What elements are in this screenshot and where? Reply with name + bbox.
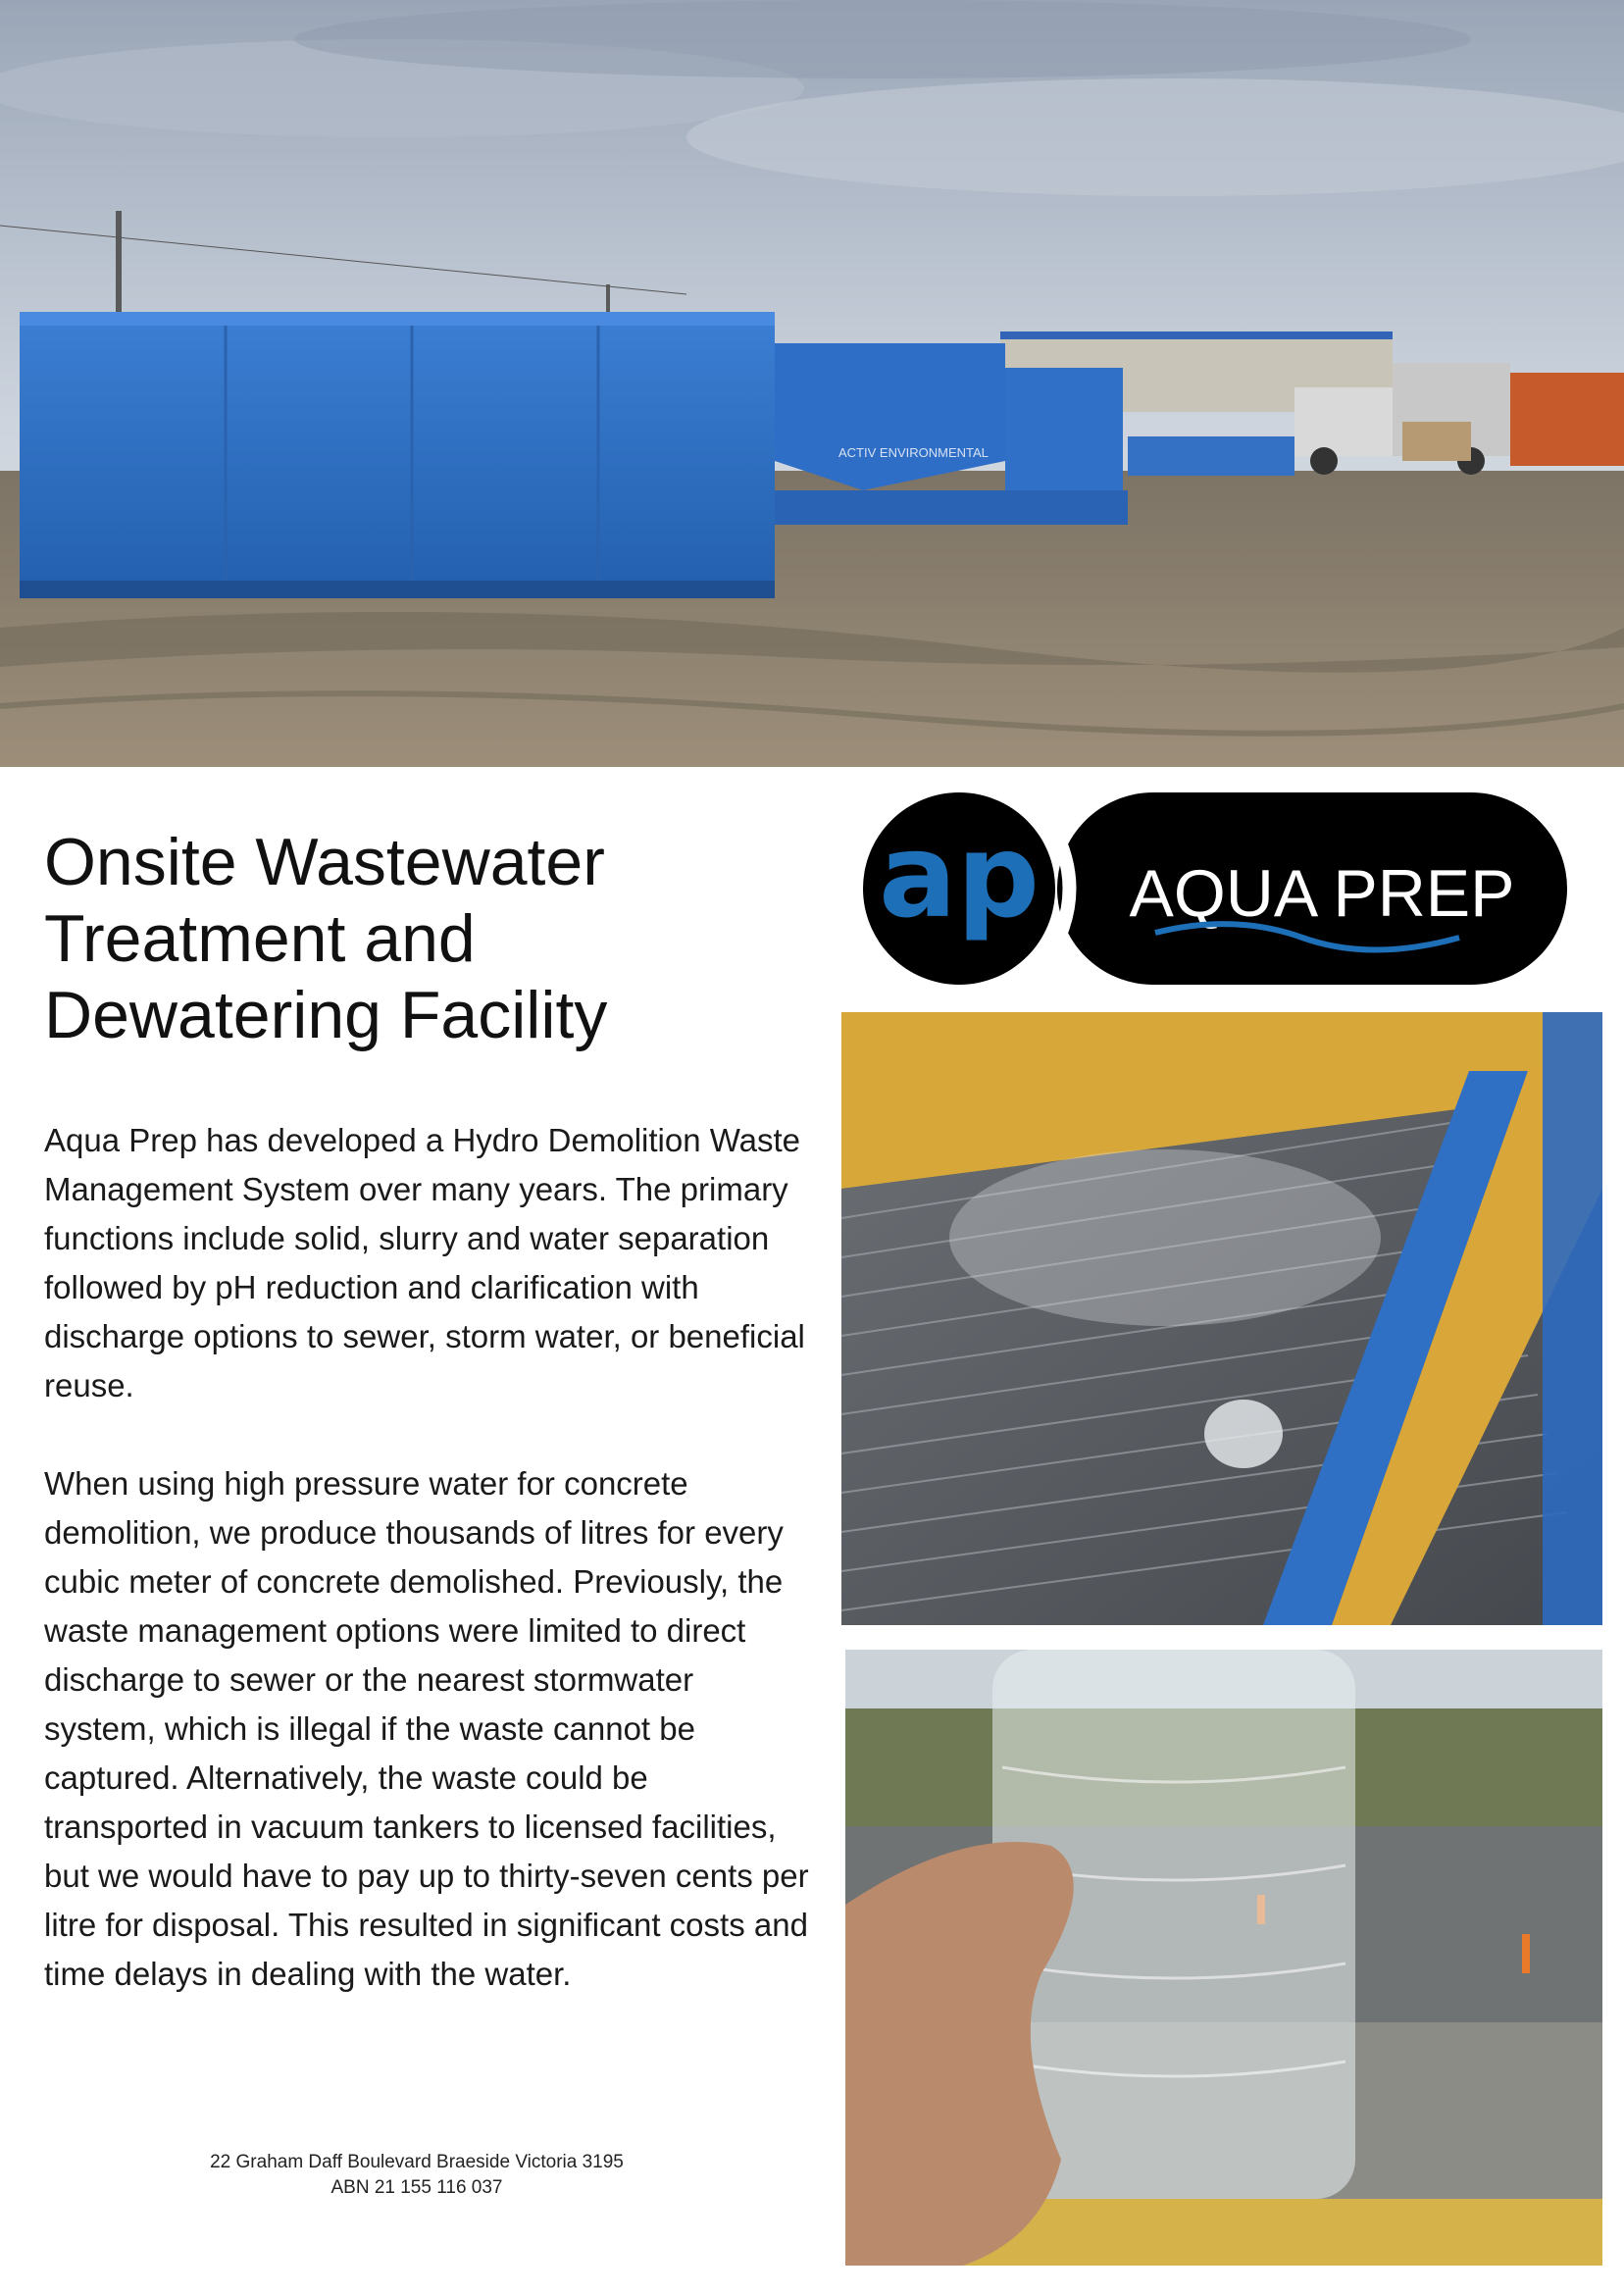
logo-graphic xyxy=(861,790,1567,987)
title-line: Treatment and xyxy=(44,901,476,976)
bottle-illustration xyxy=(845,1650,1602,2266)
hero-photo-illustration xyxy=(0,0,1624,767)
hero-unit-label: ACTIV ENVIRONMENTAL xyxy=(838,445,989,460)
body-text xyxy=(44,1116,809,2048)
body-paragraph: Aqua Prep has developed a Hydro Demolition Waste Management System over many years. The primary functions include solid, slurry and water separation followed by pH reduction and clarification with discharge options to sewer, storm water, or beneficial reuse. xyxy=(44,1122,805,1403)
logo-monogram: ap xyxy=(878,808,1040,943)
title-line: Onsite Wastewater xyxy=(44,825,605,899)
logo-wordmark: AQUA PREP xyxy=(1129,856,1515,931)
footer-abn: ABN 21 155 116 037 xyxy=(330,2177,503,2198)
title-line: Dewatering Facility xyxy=(44,978,608,1052)
clear-water-bottle-photo xyxy=(845,1650,1602,2266)
screen-grate-illustration xyxy=(841,1012,1602,1625)
body-paragraph: When using high pressure water for concrete demolition, we produce thousands of litres for every cubic meter of concrete demolished. Previously, the waste management options were limited to direct discharge to sewer or the nearest stormwater system, which is illegal if the waste cannot be captured. Alternatively, the waste could be transported in vacuum tankers to licensed facilities, but we would have to pay up to thirty-seven cents per litre for disposal. This resulted in significant costs and time delays in dealing with the water. xyxy=(44,1465,809,1992)
footer xyxy=(88,2150,745,2201)
page-title xyxy=(44,824,809,1053)
aqua-prep-logo xyxy=(861,790,1567,987)
footer-address: 22 Graham Daff Boulevard Braeside Victoria 3195 xyxy=(210,2152,624,2172)
screen-grate-photo xyxy=(841,1012,1602,1625)
hero-photo xyxy=(0,0,1624,767)
